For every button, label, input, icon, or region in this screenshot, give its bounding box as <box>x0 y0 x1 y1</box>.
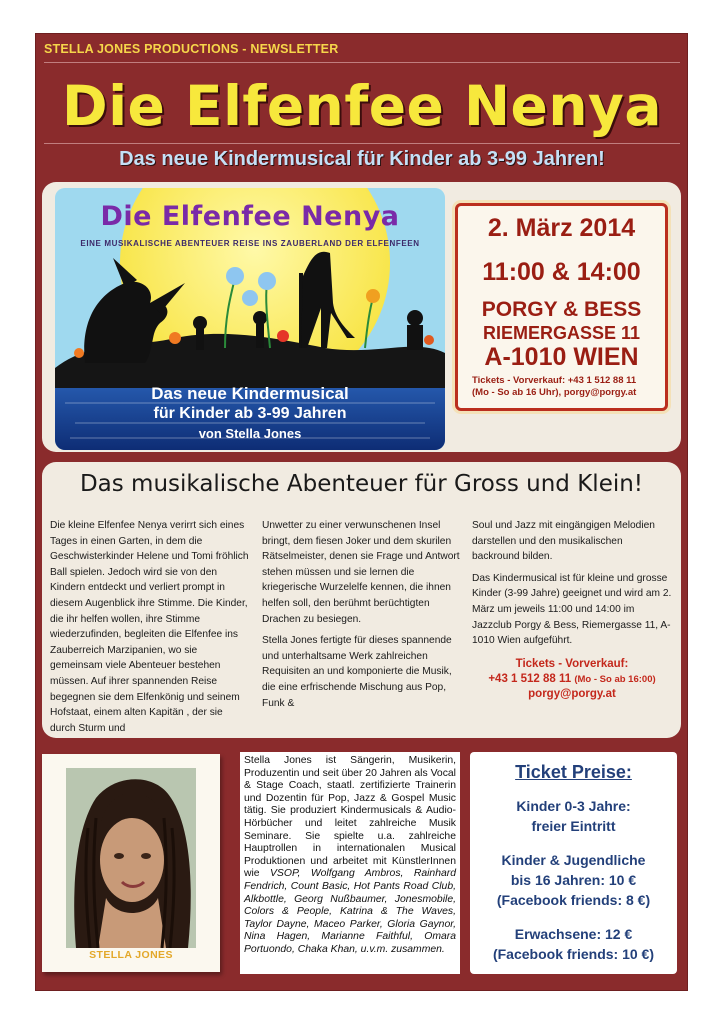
tickets-phone: +43 1 512 88 11 <box>488 672 572 685</box>
price-adult-label: Erwachsene: 12 € <box>514 926 633 942</box>
price-adult-facebook: (Facebook friends: 10 €) <box>492 946 655 962</box>
price-youth-facebook: (Facebook friends: 8 €) <box>496 892 651 908</box>
event-date: 2. März 2014 <box>487 214 636 242</box>
price-youth-label: Kinder & Jugendliche <box>501 852 646 868</box>
article-paragraph: Das Kindermusical ist für kleine und grosse Kinder (3-99 Jahre) geeignet und wird am 2. März um jeweils 11:00 und 14:00 im Jazzclub Porgy & Bess, Riemergasse 11, A-1010 Wien aufgeführt. <box>472 572 672 647</box>
artist-photo <box>66 768 196 948</box>
prices-title: Ticket Preise: <box>515 762 632 782</box>
artist-name-caption: STELLA JONES <box>89 949 173 961</box>
event-street: RIEMERGASSE 11 <box>482 323 641 343</box>
poster-subtitle: Das neue Kindermusical <box>151 384 349 403</box>
divider <box>44 143 680 144</box>
tickets-hours: (Mo - So ab 16:00) <box>574 673 656 685</box>
musical-poster <box>55 188 445 450</box>
event-tickets-hours: (Mo - So ab 16 Uhr), porgy@porgy.at <box>472 387 637 398</box>
article-title: Das musikalische Abenteuer für Gross und Klein! <box>79 471 644 497</box>
event-city: A-1010 WIEN <box>484 343 639 371</box>
bio-text: Stella Jones ist Sängerin, Musikerin, Produzentin und seit über 20 Jahren als Vocal & Stage Coach, staatl. zertifizierte Trainerin und Dozentin für Pop, Jazz & Gospel Music tätig. Sie produziert Kindermusicals & Audio- Hörbücher und leitet zahlreiche Musik Seminare. Sie spielte u.a. zahlreiche Hauptrollen in internationalen Musical Produktionen und arbeitet mit KünstlerInnen wie <box>244 755 456 880</box>
newsletter-label: STELLA JONES PRODUCTIONS - NEWSLETTER <box>44 42 339 56</box>
tickets-email: porgy@porgy.at <box>528 687 616 700</box>
price-children-value: freier Eintritt <box>531 818 616 834</box>
event-tickets-phone: Tickets - Vorverkauf: +43 1 512 88 11 <box>472 375 637 386</box>
page-subtitle: Das neue Kindermusical für Kinder ab 3-99 Jahren! <box>119 148 605 170</box>
poster-age: für Kinder ab 3-99 Jahren <box>153 405 347 422</box>
artist-bio <box>240 752 460 974</box>
event-venue: PORGY & BESS <box>481 298 642 321</box>
article-paragraph: Stella Jones fertigte für dieses spannende und unterhaltsame Werk zahlreichen Requisiten an und komponierte die Musik, die eine erfrischende Mischung aus Pop, Funk & <box>262 635 452 709</box>
article-paragraph: Soul und Jazz mit eingängigen Melodien darstellen und den musikalischen backround bilden. <box>472 520 655 563</box>
event-info-box <box>455 203 668 411</box>
ticket-prices-box <box>470 752 677 974</box>
article-paragraph: Die kleine Elfenfee Nenya verirrt sich eines Tages in einen Garten, in dem die Geschwisterkinder Helene und Tomi fröhlich Ball spielen. Jedoch wird sie von den Kindern entdeckt und verliert prompt in diesem Augenblick ihre Stimme. Die Kinder, die ihr helfen wollen, ihre Stimme wiederzufinden, begleiten die Elfenfee ins Zauberreich Marzipanien, wo sie gemeinsam viele Abenteuer bestehen müssen. Auf ihrer spannenden Reise begegnen sie dem Elfenkönig und seinem Hofstaat, einem alten Kapitän , der sie durch Sturm und <box>50 520 249 734</box>
article-tickets <box>472 657 672 702</box>
article-column-2 <box>262 518 462 717</box>
bio-collaborators: VSOP, Wolfgang Ambros, Rainhard Fendrich, Count Basic, Hot Pants Road Club, Alkbottle, Georg Nußbaumer, Jonesmobile, Colors & People, Katrina & The Waves, Taylor Dayne, Maceo Parker, Gloria Gaynor, Nina Hagen, Marianne Faithful, Omara Portuondo, Chaka Khan, u.v.m. zusammen. <box>244 868 456 955</box>
article-column-1 <box>50 518 250 742</box>
divider <box>44 62 680 63</box>
poster-title: Die Elfenfee Nenya <box>100 201 400 232</box>
article-column-3 <box>472 518 672 702</box>
page-title: Die Elfenfee Nenya <box>62 74 662 138</box>
price-youth-value: bis 16 Jahren: 10 € <box>510 872 637 888</box>
tickets-label: Tickets - Vorverkauf: <box>515 657 629 670</box>
poster-tagline: EINE MUSIKALISCHE ABENTEUER REISE INS ZAUBERLAND DER ELFENFEEN <box>80 239 420 248</box>
event-time: 11:00 & 14:00 <box>482 258 641 286</box>
artist-photo-frame <box>42 754 220 972</box>
article-paragraph: Unwetter zu einer verwunschenen Insel bringt, dem fiesen Joker und dem skurilen Rätselmeister, denen sie Frage und Antwort stehen müssen und sie lernen die kriegerische Wurzelelfe kennen, die ihnen helfen soll, den berühmt berüchtigten Drachen zu besiegen. <box>262 520 460 625</box>
poster-author: von Stella Jones <box>198 426 302 441</box>
price-children-label: Kinder 0-3 Jahre: <box>516 798 631 814</box>
